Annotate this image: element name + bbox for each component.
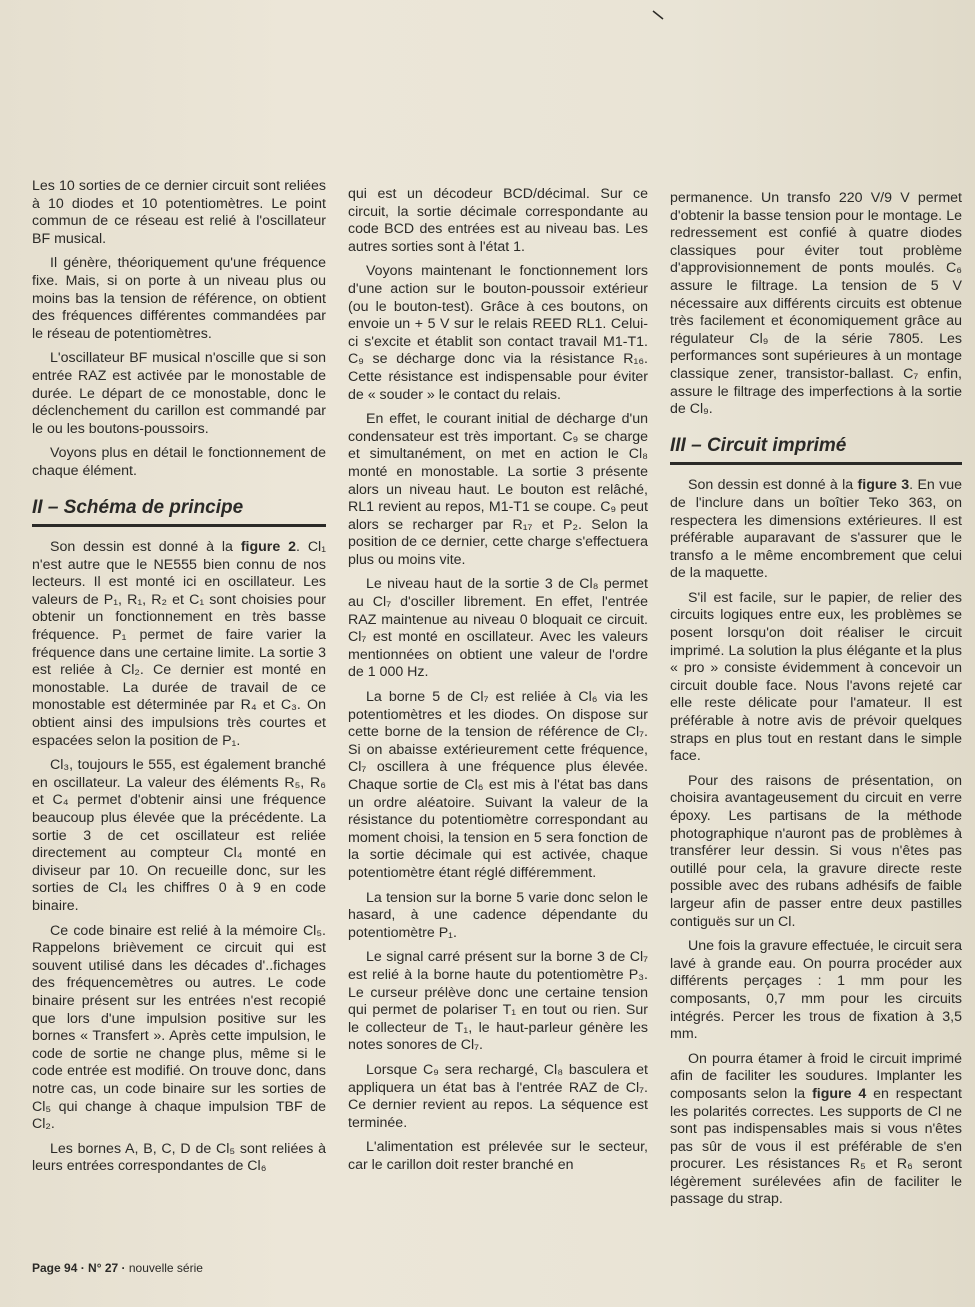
- paragraph: Les bornes A, B, C, D de Cl₅ sont reliées à leurs entrées correspondantes de Cl₆: [32, 1140, 326, 1175]
- paragraph: [670, 1051, 962, 1209]
- paragraph: [32, 539, 326, 750]
- paragraph: Pour des raisons de présentation, on choisira avantageusement du circuit en verre époxy. Les partisans de la méthode photographique n'auront pas de problèmes à transférer leur dessin. Si vous n'êtes pas outillé pour cela, la gravure directe reste possible avec des rubans adhésifs de faible largeur afin de passer entre deux pastilles contiguës sur un Cl.: [670, 772, 962, 930]
- text-run: On pourra étamer à froid le circuit imprimé afin de faciliter les soudures. Implanter les composants selon la: [670, 1050, 962, 1102]
- paragraph: [670, 477, 962, 583]
- corner-tick-mark: [652, 10, 664, 20]
- paragraph: qui est un décodeur BCD/décimal. Sur ce circuit, la sortie décimale correspondante au code BCD des entrées est au niveau bas. Les autres sorties sont à l'état 1.: [348, 186, 648, 255]
- paragraph: La tension sur la borne 5 varie donc selon le hasard, à une cadence dépendante du potentiomètre P₁.: [348, 889, 648, 941]
- column-1: [32, 178, 326, 1183]
- text-run: . En vue de l'inclure dans un boîtier Teko 363, on respectera les dimensions extérieures. Il est préférable auparavant de s'assurer que le transfo a le même encombrement que celui de la maquette.: [670, 477, 962, 582]
- series-label: nouvelle série: [128, 1261, 203, 1275]
- paragraph: Il génère, théoriquement qu'une fréquence fixe. Mais, si on porte à un niveau plus ou moins bas la tension de référence, on obtient des fréquences différentes commandées par le réseau de potentiomètres.: [32, 255, 326, 342]
- text-run: Son dessin est donné à la: [688, 477, 854, 494]
- paragraph: L'alimentation est prélevée sur le secteur, car le carillon doit rester branché en: [348, 1139, 648, 1173]
- page-number: Page 94: [32, 1261, 78, 1275]
- text-run: Son dessin est donné à la: [50, 539, 233, 556]
- paragraph: Voyons plus en détail le fonctionnement de chaque élément.: [32, 445, 326, 479]
- page-footer: [32, 1261, 203, 1275]
- section-heading-schema: II – Schéma de principe: [32, 499, 326, 528]
- paragraph: Cl₃, toujours le 555, est également branché en oscillateur. La valeur des éléments R₅, R₆ et C₄ permet d'obtenir ainsi une fréquence beaucoup plus élevée que la précédente. La sortie 3 de cet oscillateur est reliée directement au compteur Cl₄ monté en diviseur par 10. On recueille donc, sur les sorties de Cl₄ les chiffres 0 à 9 en code binaire.: [32, 757, 326, 914]
- paragraph: Les 10 sorties de ce dernier circuit sont reliées à 10 diodes et 10 potentiomètres. Le point commun de ce réseau est relié à l'oscillateur BF musical.: [32, 178, 326, 247]
- issue-number: · N° 27 ·: [80, 1261, 126, 1275]
- paragraph: Une fois la gravure effectuée, le circuit sera lavé à grande eau. On pourra procéder aux différents perçages : 1 mm pour les composants, 0,7 mm pour les circuits intégrés. Percer les trous de fixation à 3,5 mm.: [670, 938, 962, 1043]
- paragraph: Lorsque C₉ sera rechargé, Cl₈ basculera et appliquera un état bas à l'entrée RAZ de Cl₇. Ce dernier revient au repos. La séquence est terminée.: [348, 1061, 648, 1131]
- text-run: . Cl₁ n'est autre que le NE555 bien connu de nos lecteurs. Il est monté ici en oscillateur. Les valeurs de P₁, R₁, R₂ et C₁ sont choisies pour obtenir un fonctionnement en très basse fréquence. P₁ permet de faire varier la fréquence dans une certaine limite. La sortie 3 est reliée à Cl₂. Ce dernier est monté en monostable. La durée de travail de ce monostable est déterminée par R₄ et C₃. On obtient ainsi des impulsions très courtes et espacées selon la position de P₁.: [32, 539, 326, 749]
- column-3: [670, 190, 962, 1216]
- paragraph: S'il est facile, sur le papier, de relier des circuits logiques entre eux, les problèmes se posent lorsqu'on doit réaliser le circuit imprimé. La solution la plus élégante et la plus « pro » consiste évidemment à concevoir un circuit double face. Nous l'avons rejeté car elle reste délicate pour l'amateur. Il est préférable à notre avis de prévoir quelques straps en plus tout en restant dans le simple face.: [670, 589, 962, 765]
- paragraph: Le signal carré présent sur la borne 3 de Cl₇ est relié à la borne haute du potentiomètre P₃. Le curseur prélève donc une certaine tension qui permet de polariser T₁ en tout ou rien. Sur le collecteur de T₁, le haut-parleur génère les notes sonores de Cl₇.: [348, 949, 648, 1054]
- figure-reference: figure 4: [812, 1085, 867, 1102]
- figure-reference: figure 3: [857, 477, 910, 494]
- paragraph: L'oscillateur BF musical n'oscille que si son entrée RAZ est activée par le monostable de durée. Le départ de ce monostable, donc le déclenchement du carillon est commandé par le ou les boutons-poussoirs.: [32, 350, 326, 437]
- text-run: en respectant les polarités correctes. Les supports de Cl ne sont pas indispensables mais si vous n'êtes pas sûr de vous il est préférable de s'en procurer. Les résistances R₅ et R₆ seront légèrement surélevées afin de faciliter le passage du strap.: [670, 1085, 962, 1208]
- column-2: [348, 186, 648, 1181]
- paragraph: En effet, le courant initial de décharge d'un condensateur est très important. C₉ se charge et simultanément, on met en action le Cl₈ monté en monostable. La sortie 3 présente alors un niveau haut. Le bouton est relâché, RL1 revient au repos, M1-T1 se coupe. C₉ peut alors se recharger par R₁₇ et P₂. Selon la position de ce dernier, cette charge s'effectuera plus ou moins vite.: [348, 411, 648, 568]
- paragraph: Ce code binaire est relié à la mémoire Cl₅. Rappelons brièvement ce circuit qui est souvent utilisé dans les décades d'..fichages des fréquencemètres ou autres. Le code binaire présent sur les entrées n'est recopié que lors d'une impulsion positive sur les bornes « Transfert ». Après cette impulsion, le code de sortie ne change plus, même si le code entrée est modifié. On trouve donc, dans notre cas, un code binaire sur les sorties de Cl₅ qui change à chaque impulsion TBF de Cl₂.: [32, 922, 326, 1133]
- paragraph: Voyons maintenant le fonctionnement lors d'une action sur le bouton-poussoir extérieur (ou le bouton-test). Grâce à ces boutons, on envoie un + 5 V sur le relais REED RL1. Celui-ci s'excite et établit son contact travail M1-T1. C₉ se décharge donc via la résistance R₁₆. Cette résistance est indispensable pour éviter de « souder » le contact du relais.: [348, 263, 648, 403]
- figure-reference: figure 2: [240, 539, 296, 556]
- paragraph: permanence. Un transfo 220 V/9 V permet d'obtenir la basse tension pour le montage. Le redressement est confié à quatre diodes classiques pour éviter tout problème d'approvisionnement de ponts moulés. C₆ assure le filtrage. La tension de 5 V nécessaire aux différents circuits est obtenue très facilement et économiquement grâce au régulateur Cl₉ de la série 7805. Les performances sont supérieures à un montage classique zener, transistor-ballast. C₇ enfin, assure le filtrage des imperfections à la sortie de Cl₉.: [670, 190, 962, 418]
- paragraph: Le niveau haut de la sortie 3 de Cl₈ permet au Cl₇ d'osciller librement. En effet, l'entrée RAZ maintenue au niveau 0 bloquait ce circuit. Cl₇ est monté en oscillateur. Avec les valeurs mentionnées on obtient une valeur de l'ordre de 1 000 Hz.: [348, 576, 648, 681]
- paragraph: La borne 5 de Cl₇ est reliée à Cl₆ via les potentiomètres et les diodes. On dispose sur cette borne de la tension de référence de Cl₇. Si on abaisse extérieurement cette fréquence, Cl₇ oscillera à une fréquence plus élevée. Chaque sortie de Cl₆ est mis à l'état bas dans un ordre aléatoire. Suivant la valeur de la résistance du potentiomètre correspondant au moment choisi, la tension en 5 sera fonction de la sortie décimale qui est activée, chaque potentiomètre étant réglé différemment.: [348, 689, 648, 881]
- section-heading-circuit-imprime: III – Circuit imprimé: [670, 437, 962, 466]
